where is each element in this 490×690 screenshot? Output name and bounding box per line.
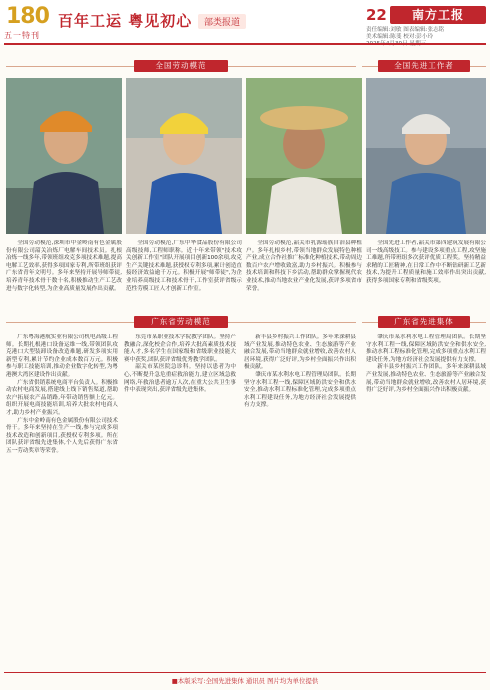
article-text: 全国劳动模范,韶关市乳源瑶族自治县种植户。多年扎根乡村,带领当地群众发展特色种植产业,成立合作社推广标准化种植技术,带动周边数百户农户增收致富,助力乡村振兴。积极参与技术培训和科技下乡活动,帮助群众掌握现代农业技术,推动当地农业产业化发展,获评多项省市荣誉。: [246, 240, 362, 292]
section-banner-provincial-model-worker: [6, 316, 356, 328]
section-label: 广东省劳动模范: [134, 316, 228, 328]
section-label: 广东省先进集体: [378, 316, 470, 328]
footer-credit: ■本版采写:全国先进集体 通讯员 图片均为单位提供: [171, 677, 319, 685]
section-label: 全国先进工作者: [378, 60, 470, 72]
article-text: 全国先进工作者,韶关市第四建筑发展有限公司一线高级技工。参与建设多项重点工程,攻坚施工难题,所带班组多次获评优质工程奖。坚持精益求精的工匠精神,在日常工作中不断钻研新工艺新技术,为提升工程质量和施工效率作出突出贡献,获得多项国家专利和省级奖项。: [366, 240, 486, 284]
article-model-worker-2: [126, 240, 242, 304]
newspaper-logo: 南方工报: [390, 6, 486, 24]
section-label: 全国劳动模范: [134, 60, 228, 72]
worker-photo-4: [366, 78, 486, 234]
logo-number: 180: [6, 4, 49, 29]
article-text: 肇庆市某水利水电工程管理局团队。长期坚守水利工程一线,保障区域防洪安全和供水安全,推动水利工程标准化管理,完成多项重点水利工程建设任务,为地方经济社会发展提供有力支撑。: [366, 334, 486, 363]
article-text: 韶关市某医院急诊科。坚持以患者为中心,不断提升急危重症救治能力,建立区域急救网络,年救治患者逾万人次,在重大公共卫生事件中表现突出,获评省级先进集体。: [124, 364, 236, 394]
worker-photo-1: [6, 78, 122, 234]
article-column-1: [6, 334, 118, 668]
section-banner-model-worker: [6, 60, 356, 72]
article-model-worker-1: [6, 240, 122, 304]
footer-rule: [4, 672, 486, 673]
masthead: [0, 0, 490, 44]
staff-line-2: 美术编辑:陈斐 校对:彭小玲: [366, 34, 434, 40]
masthead-rule: [4, 43, 486, 45]
article-text: 新丰县乡村振兴工作团队。多年来深耕县域产业发展,推动特色农业、生态旅游等产业融合发展,带动当地群众就业增收,改善农村人居环境,获得广泛好评,为乡村全面振兴作出积极贡献。: [366, 364, 486, 394]
article-text: 东莞市某职业技术学院教学团队。坚持产教融合,深化校企合作,培养大批高素质技术技能人才,多名学生在国家级和省级职业技能大赛中获奖,团队获评省级优秀教学团队。: [124, 334, 236, 363]
article-column-4: [366, 334, 486, 668]
worker-photo-2: [126, 78, 242, 234]
worker-photo-3: [246, 78, 362, 234]
article-column-2: [124, 334, 236, 668]
special-tag: 部类报道: [198, 14, 246, 29]
article-text: 全国劳动模范,广东中华食品股份有限公司高级技师,工程师职称。近十年来带领"技术攻关创新工作室"团队开展项目创新100余项,攻克生产关键技术难题,获授权专利多项,累计创造直接经济效益逾千万元。积极开展"师带徒",为企业培养高级技工和技术骨干,工作室获评省级示范性劳模工匠人才创新工作室。: [126, 240, 242, 292]
page-title: 百年工运 粤见初心: [58, 12, 193, 30]
article-text: 广东粤海港航实业有限公司机电高级工程师。长期扎根港口设备运维一线,带领团队攻克港口大型装卸设备改造难题,研发多项实用新型专利,累计节约企业成本数百万元。积极参与职工技能培训,推动企业数字化转型,为粤港澳大湾区建设作出贡献。: [6, 334, 118, 378]
article-text: 广东省供销系统电商平台负责人。积极推动农村电商发展,搭建线上线下销售渠道,帮助农户拓展农产品销路,年带动销售额上亿元。组织开展电商技能培训,培养大批农村电商人才,助力乡村产业振兴。: [6, 379, 118, 416]
staff-line-1: 责任编辑:刘敏 图表编辑:张志铭: [366, 27, 445, 33]
section-banner-advanced-collective: [362, 316, 486, 328]
article-text: 新丰县乡村振兴工作团队。多年来深耕县域产业发展,推动特色农业、生态旅游等产业融合发展,带动当地群众就业增收,改善农村人居环境,获得广泛好评,为乡村全面振兴作出积极贡献。: [244, 334, 356, 371]
article-text: 广东中金岭南有色金属股份有限公司技术骨干。多年来坚持在生产一线,参与完成多项技术改造和创新项目,获授权专利多项。所在团队获评省级先进集体,个人先后获得广东省五一劳动奖章等荣誉。: [6, 417, 118, 454]
article-text: 肇庆市某水利水电工程管理局团队。长期坚守水利工程一线,保障区域防洪安全和供水安全,推动水利工程标准化管理,完成多项重点水利工程建设任务,为地方经济社会发展提供有力支撑。: [244, 371, 356, 409]
logo-subtitle: 五一特刊: [4, 31, 40, 40]
section-banner-advanced-worker: [362, 60, 486, 72]
anniversary-logo: [6, 4, 49, 30]
article-text: 全国劳动模范,深圳市中金岭南有色金属股份有限公司韶关冶炼厂电解车间技术员。扎根冶炼一线多年,带领班组攻克多项技术难题,提高电解工艺效率,获得多项国家专利,所带班组获评广东省青年文明号。多年来坚持开展导师带徒,培养青年技术骨干数十名,积极推动生产工艺改进与数字化转型,为企业高质量发展作出贡献。: [6, 240, 122, 292]
page-number: 22: [366, 6, 387, 24]
article-advanced-worker-1: [366, 240, 486, 304]
article-model-worker-3: [246, 240, 362, 304]
article-column-3: [244, 334, 356, 668]
